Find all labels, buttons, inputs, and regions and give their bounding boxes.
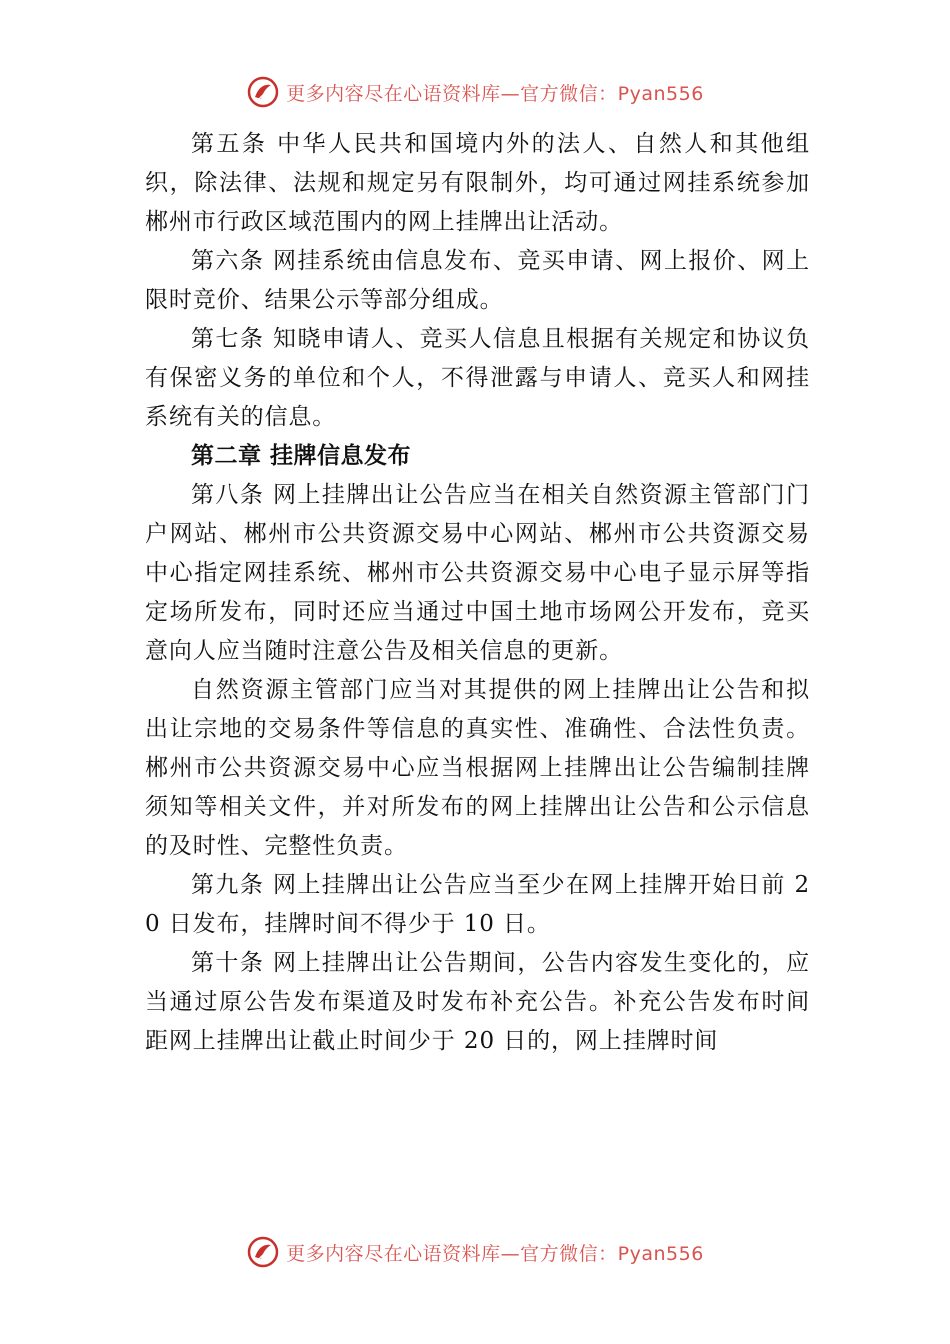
- article-8: 第八条 网上挂牌出让公告应当在相关自然资源主管部门门户网站、郴州市公共资源交易中心网站、郴州市公共资源交易中心指定网挂系统、郴州市公共资源交易中心电子显示屏等指定场所发布，同时还应当通过中国土地市场网公开发布，竞买意向人应当随时注意公告及相关信息的更新。: [145, 482, 810, 664]
- header-banner: [0, 72, 950, 112]
- article-8-continued: 自然资源主管部门应当对其提供的网上挂牌出让公告和拟出让宗地的交易条件等信息的真实性、准确性、合法性负责。郴州市公共资源交易中心应当根据网上挂牌出让公告编制挂牌须知等相关文件，并对所发布的网上挂牌出让公告和公示信息的及时性、完整性负责。: [145, 677, 810, 859]
- logo-icon: [246, 1235, 280, 1269]
- document-body: [145, 125, 810, 1061]
- footer-banner: [0, 1232, 950, 1272]
- article-7: 第七条 知晓申请人、竞买人信息且根据有关规定和协议负有保密义务的单位和个人，不得泄露与申请人、竞买人和网挂系统有关的信息。: [145, 326, 810, 430]
- article-5: 第五条 中华人民共和国境内外的法人、自然人和其他组织，除法律、法规和规定另有限制外，均可通过网挂系统参加郴州市行政区域范围内的网上挂牌出让活动。: [145, 131, 810, 235]
- article-9: 第九条 网上挂牌出让公告应当至少在网上挂牌开始日前 20 日发布，挂牌时间不得少于 10 日。: [145, 872, 810, 937]
- banner-text: 更多内容尽在心语资料库—官方微信：Pyan556: [286, 82, 704, 105]
- banner-text: 更多内容尽在心语资料库—官方微信：Pyan556: [286, 1242, 704, 1265]
- chapter-heading: 第二章 挂牌信息发布: [191, 443, 412, 469]
- logo-icon: [246, 75, 280, 109]
- article-10: 第十条 网上挂牌出让公告期间，公告内容发生变化的，应当通过原公告发布渠道及时发布补充公告。补充公告发布时间距网上挂牌出让截止时间少于 20 日的，网上挂牌时间: [145, 950, 810, 1054]
- article-6: 第六条 网挂系统由信息发布、竞买申请、网上报价、网上限时竞价、结果公示等部分组成。: [145, 248, 810, 313]
